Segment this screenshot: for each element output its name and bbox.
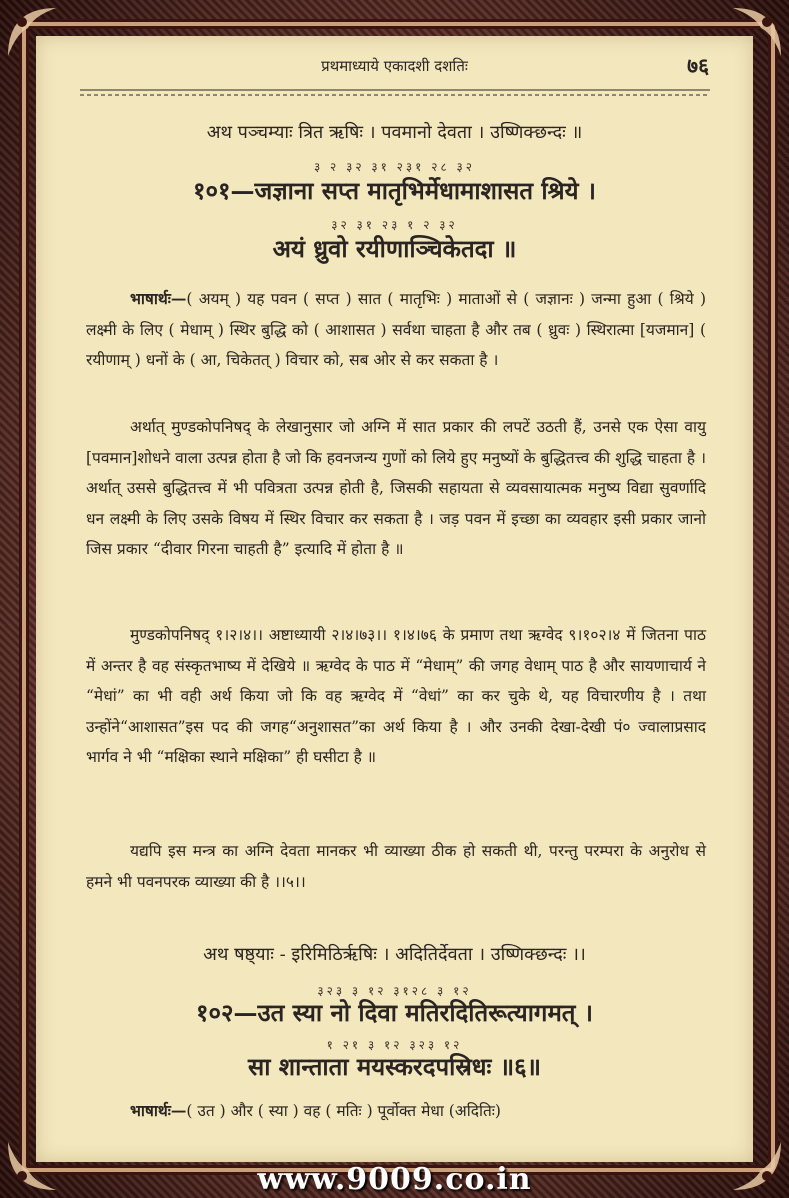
accent-marks: ३२३ ३ १२ ३१२८ ३ १२ (317, 984, 472, 998)
commentary-paragraph: यद्यपि इस मन्त्र का अग्नि देवता मानकर भी व्याख्या ठीक हो सकती थी, परन्तु परम्परा के अनुरोध से हमने भी पवनपरक व्याख्या की है ।।५।। (86, 842, 706, 891)
site-watermark: www.9009.co.in (257, 1162, 532, 1197)
page-header (36, 52, 753, 82)
accent-marks: ३२ ३१ २३ १ २ ३२ (331, 218, 458, 232)
bhashartha-label: भाषार्थः— (130, 289, 187, 308)
mantra-line: १०२—उत स्या नो दिवा मतिरदितिरूत्यागमत् । (196, 998, 593, 1027)
ornamental-rule (80, 86, 710, 98)
bhashartha-paragraph (86, 284, 706, 376)
commentary-paragraph: अर्थात् मुण्डकोपनिषद् के लेखानुसार जो अग्नि में सात प्रकार की लपटें उठती हैं, उनसे एक ऐसा वायु [पवमान]शोधने वाला उत्पन्न होता है जो कि हवनजन्य गुणों को लिये हुए मनुष्यों के बुद्धितत्त्व की शुद्धि चाहता है । अर्थात् उससे बुद्धितत्त्व में भी पवित्रता उत्पन्न होती है, जिसकी सहायता से व्यवसायात्मक मनुष्य विद्या सुवर्णादि धन लक्ष्मी के लिए उसके विषय में स्थिर विचार कर सकता है । जड़ पवन में इच्छा का व्यवहार इसी प्रकार जानो जिस प्रकार “दीवार गिरना चाहती है” इत्यादि में होता है ॥ (86, 418, 706, 558)
bhashartha-text: ( उत ) और ( स्या ) वह ( मतिः ) पूर्वोक्त मेधा (अदितिः) (186, 1102, 501, 1120)
bhashartha-paragraph (86, 1096, 706, 1127)
page-number: ७६ (687, 53, 709, 78)
book-page (36, 36, 753, 1162)
bhashartha-text: ( अयम् ) यह पवन ( सप्त ) सात ( मातृभिः ) माताओं से ( जज्ञानः ) जन्मा हुआ ( श्रिये ) लक्ष्मी के लिए ( मेधाम् ) स्थिर बुद्धि को ( आशासत ) सर्वथा चाहता है और तब ( ध्रुवः ) स्थिरात्मा [यजमान] ( रयीणाम् ) धनों के ( आ, चिकेतत् ) विचार को, सब ओर से कर सकता है । (86, 290, 706, 369)
verse-intro: अथ पञ्चम्याः त्रित ऋषिः । पवमानो देवता । उष्णिक्छन्दः ॥ (206, 122, 583, 143)
chapter-title: प्रथमाध्याये एकादशी दशतिः (321, 57, 468, 75)
mantra-line: अयं ध्रुवो रयीणाञ्चिकेतदा ॥ (272, 234, 517, 263)
bhashartha-label: भाषार्थः— (130, 1101, 187, 1120)
accent-marks: १ २१ ३ १२ ३२३ १२ (326, 1038, 463, 1052)
commentary-paragraph: मुण्डकोपनिषद् १।२।४।। अष्टाध्यायी २।४।७३।। १।४।७६ के प्रमाण तथा ऋग्वेद ९।१०२।४ में जितना पाठ में अन्तर है वह संस्कृतभाष्य में देखिये ॥ ऋग्वेद के पाठ में “मेधाम्” की जगह वेधाम् पाठ है और सायणाचार्य ने “मेधां” का भी वही अर्थ किया जो कि वह ऋग्वेद में “वेधां” का कर चुके थे, यह विचारणीय है । तथा उन्होंने“आशासत”इस पद की जगह“अनुशासत”का अर्थ किया है । और उनकी देखा-देखी पं० ज्वालाप्रसाद भार्गव ने भी “मक्षिका स्थाने मक्षिका” ही घसीटा है ॥ (86, 626, 706, 766)
accent-marks: ३ २ ३२ ३१ २३१ २८ ३२ (313, 160, 475, 174)
mantra-line: १०१—जज्ञाना सप्त मातृभिर्मेधामाशासत श्रिये । (193, 176, 596, 205)
verse-intro: अथ षष्ठ्याः - इरिमिठिर्ऋषिः । अदितिर्देवता । उष्णिक्छन्दः ।। (203, 944, 586, 965)
mantra-line: सा शान्ताता मयस्करदपस्रिधः ॥६॥ (248, 1052, 541, 1081)
